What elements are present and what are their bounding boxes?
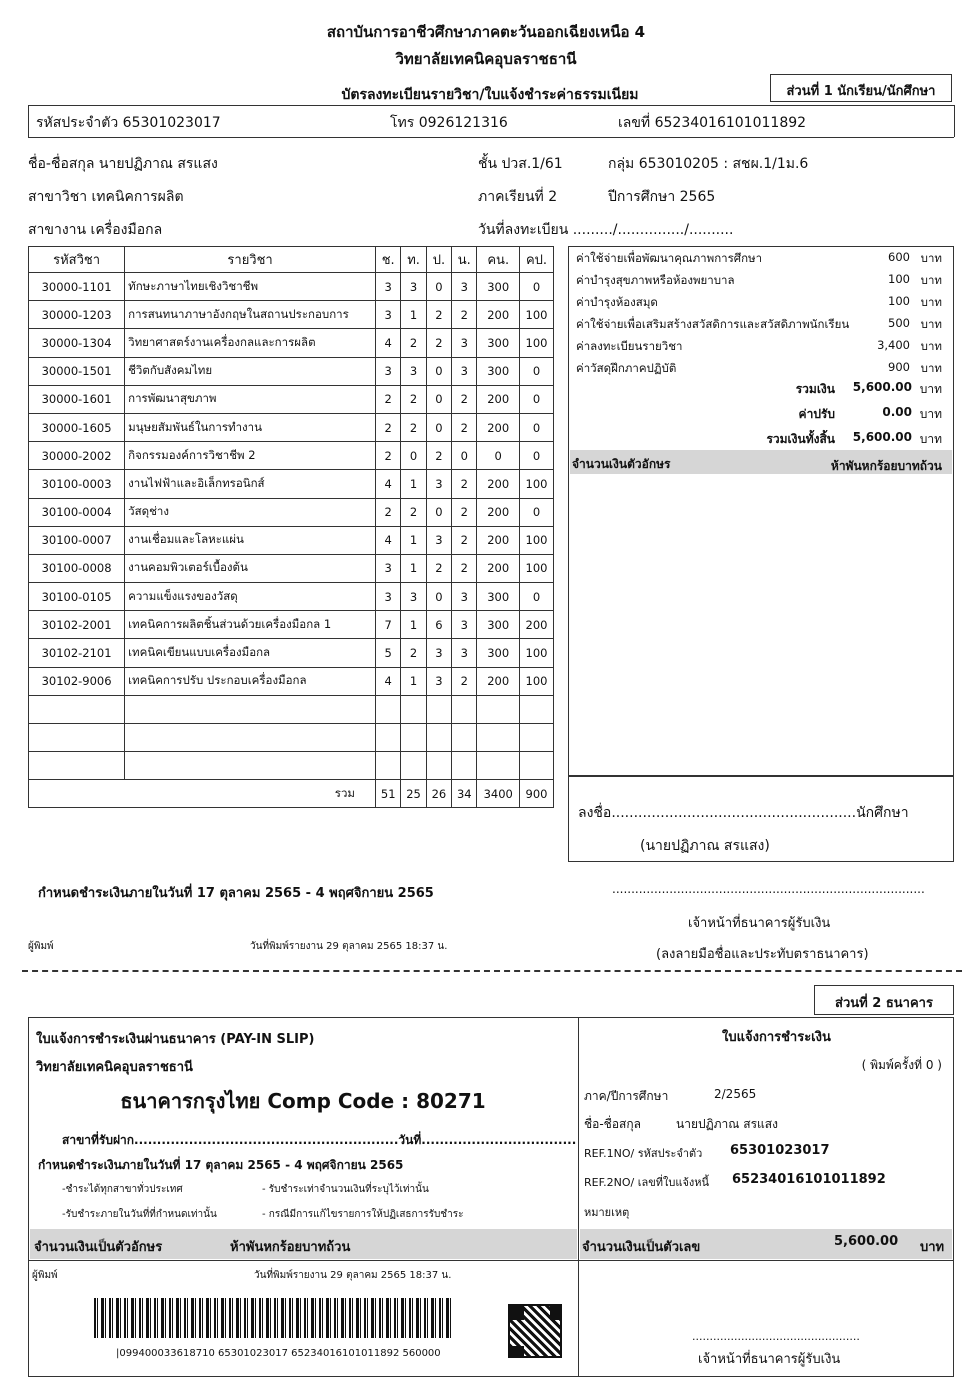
table-row: [29, 611, 554, 639]
course-unit: 2: [452, 526, 477, 554]
course-practice: 0: [426, 498, 451, 526]
total-course-practice: 26: [426, 780, 451, 808]
course-fee-theory: 300: [477, 583, 520, 611]
name-label: ชื่อ-ชื่อสกุล: [584, 1117, 641, 1131]
course-fee-practice: 0: [519, 385, 553, 413]
course-practice: 6: [426, 611, 451, 639]
course-theory: 3: [401, 583, 426, 611]
bank-officer-label: เจ้าหน้าที่ธนาคารผู้รับเงิน: [688, 916, 831, 931]
course-practice: 3: [426, 667, 451, 695]
course-fee-theory: [477, 695, 520, 723]
course-theory: 3: [401, 273, 426, 301]
course-fee-theory: 200: [477, 413, 520, 441]
course-fee-theory: 200: [477, 554, 520, 582]
course-fee-practice: 100: [519, 526, 553, 554]
course-code: 30100-0003: [29, 470, 125, 498]
course-unit: [452, 695, 477, 723]
table-row: [29, 442, 554, 470]
course-theory: [401, 695, 426, 723]
course-fee-practice: 200: [519, 611, 553, 639]
course-theory: 0: [401, 442, 426, 470]
cut-line: [22, 970, 962, 972]
student-group: กลุ่ม 653010205 : สชผ.1/1ม.6: [608, 156, 809, 172]
course-credit: 4: [376, 470, 401, 498]
course-fee-practice: 100: [519, 329, 553, 357]
remark-label: หมายเหตุ: [584, 1206, 630, 1219]
course-theory: 1: [401, 301, 426, 329]
course-name: การพัฒนาสุขภาพ: [125, 385, 376, 413]
table-row: [29, 639, 554, 667]
payin-college: วิทยาลัยเทคนิคอุบลราชธานี: [36, 1060, 193, 1075]
course-credit: [376, 695, 401, 723]
course-code: 30102-2001: [29, 611, 125, 639]
payment-barcode: [94, 1298, 454, 1338]
course-theory: [401, 724, 426, 752]
course-name: เทคนิคเขียนแบบเครื่องมือกล: [125, 639, 376, 667]
ref1-value: 65301023017: [730, 1143, 830, 1158]
course-name: ความแข็งแรงของวัสดุ: [125, 583, 376, 611]
total-course-fee-practice: 900: [519, 780, 553, 808]
course-fee-theory: 200: [477, 526, 520, 554]
course-total-row: [29, 780, 554, 808]
course-theory: 1: [401, 554, 426, 582]
table-row: [29, 470, 554, 498]
course-theory: [401, 752, 426, 780]
part1-label: ส่วนที่ 1 นักเรียน/นักศึกษา: [786, 84, 936, 99]
total-course-theory: 25: [401, 780, 426, 808]
notice-title: ใบแจ้งการชำระเงิน: [722, 1030, 831, 1045]
course-fee-practice: 0: [519, 498, 553, 526]
college-title: วิทยาลัยเทคนิคอุบลราชธานี: [395, 50, 577, 68]
course-practice: 3: [426, 526, 451, 554]
semester: ภาคเรียนที่ 2: [478, 189, 558, 205]
fine-label: ค่าปรับ: [798, 407, 835, 421]
payin-note-4: - กรณีมีการแก้ไขรายการให้ปฏิเสธการรับชำระ: [262, 1209, 464, 1220]
fee-unit: บาท: [920, 295, 942, 309]
course-unit: 2: [452, 554, 477, 582]
payin-amount-label: จำนวนเงินเป็นตัวเลข: [582, 1240, 701, 1255]
course-table: [28, 246, 554, 808]
course-credit: 3: [376, 273, 401, 301]
course-credit: 2: [376, 498, 401, 526]
course-fee-practice: 100: [519, 301, 553, 329]
course-practice: 0: [426, 413, 451, 441]
total-label: รวม: [29, 780, 376, 808]
course-name: วัสดุช่าง: [125, 498, 376, 526]
table-row: [29, 498, 554, 526]
course-practice: [426, 695, 451, 723]
fine-unit: บาท: [919, 407, 942, 421]
table-row: [29, 413, 554, 441]
registration-date: วันที่ลงทะเบียน ........./.............../..........: [478, 222, 734, 238]
ref2-label: REF.2NO/ เลขที่ใบแจ้งหนี้: [584, 1176, 710, 1189]
course-credit: 3: [376, 554, 401, 582]
course-name: ชีวิตกับสังคมไทย: [125, 357, 376, 385]
course-theory: 2: [401, 639, 426, 667]
col-credit: ช.: [376, 247, 401, 273]
course-unit: 2: [452, 667, 477, 695]
course-practice: 2: [426, 301, 451, 329]
course-credit: 7: [376, 611, 401, 639]
course-practice: 0: [426, 357, 451, 385]
course-name: มนุษยสัมพันธ์ในการทำงาน: [125, 413, 376, 441]
fee-unit: บาท: [920, 317, 942, 331]
term-value: 2/2565: [714, 1087, 757, 1101]
payin-note-1: -ชำระได้ทุกสาขาทั่วประเทศ: [62, 1184, 183, 1195]
fee-amount: 100: [888, 294, 910, 308]
col-fee-practice: คป.: [519, 247, 553, 273]
payment-deadline: กำหนดชำระเงินภายในวันที่ 17 ตุลาคม 2565 - 4 พฤศจิกายน 2565: [38, 886, 434, 901]
course-unit: 2: [452, 498, 477, 526]
bank-signature-dots: ..................................................................................: [612, 882, 925, 896]
course-fee-practice: [519, 752, 553, 780]
course-unit: 2: [452, 385, 477, 413]
course-unit: 2: [452, 470, 477, 498]
course-unit: 2: [452, 301, 477, 329]
table-row: [29, 583, 554, 611]
course-fee-practice: 100: [519, 554, 553, 582]
course-fee-theory: 200: [477, 385, 520, 413]
bank-officer: เจ้าหน้าที่ธนาคารผู้รับเงิน: [698, 1352, 841, 1367]
course-code: [29, 695, 125, 723]
table-row-empty: [29, 752, 554, 780]
amount-words: ห้าพันหกร้อยบาทถ้วน: [830, 459, 942, 473]
course-practice: 3: [426, 639, 451, 667]
course-practice: 0: [426, 385, 451, 413]
course-name: กิจกรรมองค์การวิชาชีพ 2: [125, 442, 376, 470]
course-credit: 4: [376, 526, 401, 554]
payment-qr-code: [508, 1304, 562, 1358]
course-fee-theory: 200: [477, 498, 520, 526]
course-code: 30000-2002: [29, 442, 125, 470]
total-course-credit: 51: [376, 780, 401, 808]
course-code: 30102-9006: [29, 667, 125, 695]
term-label: ภาค/ปีการศึกษา: [584, 1089, 669, 1103]
subtotal-label: รวมเงิน: [795, 382, 835, 396]
table-row: [29, 301, 554, 329]
course-theory: 1: [401, 470, 426, 498]
payin-print-date: วันที่พิมพ์รายงาน 29 ตุลาคม 2565 18:37 น.: [254, 1270, 452, 1281]
col-code: รหัสวิชา: [29, 247, 125, 273]
course-credit: 2: [376, 413, 401, 441]
course-unit: 3: [452, 357, 477, 385]
course-practice: 2: [426, 329, 451, 357]
payin-words-label: จำนวนเงินเป็นตัวอักษร: [34, 1240, 163, 1255]
fee-unit: บาท: [920, 361, 942, 375]
table-row-empty: [29, 695, 554, 723]
fine-amount: 0.00: [882, 405, 912, 419]
course-name: งานคอมพิวเตอร์เบื้องต้น: [125, 554, 376, 582]
total-course-unit: 34: [452, 780, 477, 808]
payin-words: ห้าพันหกร้อยบาทถ้วน: [230, 1240, 351, 1255]
subtotal-amount: 5,600.00: [852, 380, 912, 394]
signature-line: ลงชื่อ.......................................................นักศึกษา: [578, 805, 909, 821]
course-fee-theory: 200: [477, 667, 520, 695]
course-fee-practice: 100: [519, 667, 553, 695]
officer-dots: ................................................: [692, 1330, 860, 1343]
fee-label: ค่าใช้จ่ายเพื่อพัฒนาคุณภาพการศึกษา: [576, 251, 763, 265]
print-date: วันที่พิมพ์รายงาน 29 ตุลาคม 2565 18:37 น.: [250, 941, 448, 952]
fee-label: ค่าบำรุงสุขภาพหรือห้องพยาบาล: [576, 273, 735, 287]
grand-total-unit: บาท: [919, 432, 942, 446]
course-practice: 0: [426, 583, 451, 611]
course-fee-practice: 100: [519, 639, 553, 667]
course-code: 30000-1601: [29, 385, 125, 413]
course-theory: 1: [401, 611, 426, 639]
course-credit: 3: [376, 357, 401, 385]
course-credit: 2: [376, 385, 401, 413]
student-id: รหัสประจำตัว 65301023017: [36, 115, 221, 131]
payin-slip-title: ใบแจ้งการชำระเงินผ่านธนาคาร (PAY-IN SLIP): [36, 1032, 315, 1047]
payin-printer-label: ผู้พิมพ์: [32, 1270, 58, 1281]
col-theory: ท.: [401, 247, 426, 273]
course-fee-practice: 100: [519, 470, 553, 498]
course-fee-practice: [519, 724, 553, 752]
course-theory: 2: [401, 498, 426, 526]
course-code: [29, 752, 125, 780]
col-unit: น.: [452, 247, 477, 273]
course-practice: [426, 724, 451, 752]
student-field: สาขางาน เครื่องมือกล: [28, 222, 163, 238]
course-code: 30100-0105: [29, 583, 125, 611]
course-name: ทักษะภาษาไทยเชิงวิชาชีพ: [125, 273, 376, 301]
course-credit: 4: [376, 329, 401, 357]
payin-amount-unit: บาท: [920, 1240, 945, 1255]
course-fee-practice: 0: [519, 413, 553, 441]
bank-stamp-note: (ลงลายมือชื่อและประทับตราธนาคาร): [656, 947, 869, 962]
invoice-number: เลขที่ 65234016101011892: [618, 115, 807, 131]
course-credit: [376, 724, 401, 752]
subtotal-unit: บาท: [919, 382, 942, 396]
course-fee-theory: [477, 724, 520, 752]
student-name: ชื่อ-ชื่อสกุล นายปฏิภาณ สรแสง: [28, 156, 218, 172]
student-phone: โทร 0926121316: [390, 115, 508, 131]
table-row-empty: [29, 724, 554, 752]
course-name: [125, 724, 376, 752]
course-code: 30102-2101: [29, 639, 125, 667]
fee-label: ค่าลงทะเบียนรายวิชา: [576, 339, 683, 353]
course-fee-theory: 0: [477, 442, 520, 470]
course-code: 30100-0004: [29, 498, 125, 526]
course-unit: 3: [452, 611, 477, 639]
fee-amount: 600: [888, 250, 910, 264]
bank-comp-code: ธนาคารกรุงไทย Comp Code : 80271: [120, 1089, 486, 1113]
amount-words-label: จำนวนเงินตัวอักษร: [572, 457, 671, 471]
institute-title: สถาบันการอาชีวศึกษาภาคตะวันออกเฉียงเหนือ 4: [326, 23, 646, 41]
fee-amount: 100: [888, 272, 910, 286]
ref2-value: 65234016101011892: [732, 1172, 886, 1187]
course-credit: 3: [376, 583, 401, 611]
course-fee-practice: 0: [519, 357, 553, 385]
course-unit: 3: [452, 273, 477, 301]
course-credit: 2: [376, 442, 401, 470]
table-row: [29, 526, 554, 554]
course-code: 30000-1501: [29, 357, 125, 385]
course-practice: [426, 752, 451, 780]
table-row: [29, 385, 554, 413]
course-name: เทคนิคการผลิตชิ้นส่วนด้วยเครื่องมือกล 1: [125, 611, 376, 639]
academic-year: ปีการศึกษา 2565: [608, 189, 716, 205]
table-row: [29, 273, 554, 301]
course-fee-theory: 300: [477, 357, 520, 385]
print-count: ( พิมพ์ครั้งที่ 0 ): [861, 1058, 942, 1072]
part2-label: ส่วนที่ 2 ธนาคาร: [835, 996, 933, 1011]
table-row: [29, 357, 554, 385]
course-name: [125, 695, 376, 723]
student-major: สาขาวิชา เทคนิคการผลิต: [28, 189, 184, 205]
barcode-text: |099400033618710 65301023017 65234016101011892 560000: [116, 1348, 441, 1359]
course-name: วิทยาศาสตร์งานเครื่องกลและการผลิต: [125, 329, 376, 357]
table-row: [29, 554, 554, 582]
course-code: [29, 724, 125, 752]
printer-label: ผู้พิมพ์: [28, 941, 54, 952]
col-name: รายวิชา: [125, 247, 376, 273]
course-credit: [376, 752, 401, 780]
fee-amount: 3,400: [877, 338, 910, 352]
course-fee-theory: 300: [477, 639, 520, 667]
payin-note-2: - รับชำระเท่าจำนวนเงินที่ระบุไว้เท่านั้น: [262, 1184, 429, 1195]
course-code: 30000-1605: [29, 413, 125, 441]
course-practice: 3: [426, 470, 451, 498]
course-name: งานเชื่อมและโลหะแผ่น: [125, 526, 376, 554]
payin-note-3: -รับชำระภายในวันที่ที่กำหนดเท่านั้น: [62, 1209, 217, 1220]
course-unit: 3: [452, 583, 477, 611]
course-table-header: [29, 247, 554, 273]
course-credit: 3: [376, 301, 401, 329]
fee-unit: บาท: [920, 339, 942, 353]
payin-amount: 5,600.00: [834, 1234, 899, 1249]
course-practice: 0: [426, 273, 451, 301]
course-fee-practice: [519, 695, 553, 723]
course-code: 30000-1203: [29, 301, 125, 329]
course-fee-theory: 200: [477, 301, 520, 329]
fee-amount: 900: [888, 360, 910, 374]
course-fee-theory: [477, 752, 520, 780]
fee-unit: บาท: [920, 273, 942, 287]
fee-unit: บาท: [920, 251, 942, 265]
course-code: 30100-0007: [29, 526, 125, 554]
signature-name: (นายปฏิภาณ สรแสง): [640, 838, 770, 854]
course-fee-practice: 0: [519, 442, 553, 470]
course-practice: 2: [426, 554, 451, 582]
student-class: ชั้น ปวส.1/61: [478, 156, 563, 172]
payin-deadline: กำหนดชำระเงินภายในวันที่ 17 ตุลาคม 2565 - 4 พฤศจิกายน 2565: [38, 1158, 404, 1172]
course-fee-practice: 0: [519, 273, 553, 301]
total-course-fee-theory: 3400: [477, 780, 520, 808]
col-fee-theory: คน.: [477, 247, 520, 273]
course-theory: 1: [401, 526, 426, 554]
course-unit: 0: [452, 442, 477, 470]
course-code: 30000-1101: [29, 273, 125, 301]
course-unit: [452, 724, 477, 752]
course-fee-practice: 0: [519, 583, 553, 611]
course-credit: 5: [376, 639, 401, 667]
course-name: เทคนิคการปรับ ประกอบเครื่องมือกล: [125, 667, 376, 695]
fee-label: ค่าใช้จ่ายเพื่อเสริมสร้างสวัสดิการและสวัสดิภาพนักเรียน: [576, 317, 850, 331]
fee-label: ค่าบำรุงห้องสมุด: [576, 295, 658, 309]
document-title: บัตรลงทะเบียนรายวิชา/ใบแจ้งชำระค่าธรรมเนียม: [341, 87, 639, 103]
course-unit: 2: [452, 413, 477, 441]
ref1-label: REF.1NO/ รหัสประจำตัว: [584, 1147, 703, 1160]
course-credit: 4: [376, 667, 401, 695]
course-theory: 2: [401, 413, 426, 441]
course-name: งานไฟฟ้าและอิเล็กทรอนิกส์: [125, 470, 376, 498]
course-theory: 2: [401, 385, 426, 413]
course-fee-theory: 300: [477, 329, 520, 357]
course-unit: 3: [452, 329, 477, 357]
table-row: [29, 667, 554, 695]
course-unit: [452, 752, 477, 780]
fee-amount: 500: [888, 316, 910, 330]
course-theory: 3: [401, 357, 426, 385]
grand-total-amount: 5,600.00: [852, 430, 912, 444]
course-code: 30000-1304: [29, 329, 125, 357]
name-value: นายปฏิภาณ สรแสง: [676, 1117, 778, 1131]
course-fee-theory: 200: [477, 470, 520, 498]
course-name: การสนทนาภาษาอังกฤษในสถานประกอบการ: [125, 301, 376, 329]
course-practice: 2: [426, 442, 451, 470]
col-practice: ป.: [426, 247, 451, 273]
fee-label: ค่าวัสดุฝึกภาคปฏิบัติ: [576, 361, 677, 375]
table-row: [29, 329, 554, 357]
grand-total-label: รวมเงินทั้งสิ้น: [766, 432, 835, 446]
course-code: 30100-0008: [29, 554, 125, 582]
course-fee-theory: 300: [477, 273, 520, 301]
branch-line: สาขาที่รับฝาก..........................................................วันที่..................................: [62, 1133, 577, 1147]
course-name: [125, 752, 376, 780]
course-unit: 3: [452, 639, 477, 667]
course-theory: 1: [401, 667, 426, 695]
course-fee-theory: 300: [477, 611, 520, 639]
course-theory: 2: [401, 329, 426, 357]
